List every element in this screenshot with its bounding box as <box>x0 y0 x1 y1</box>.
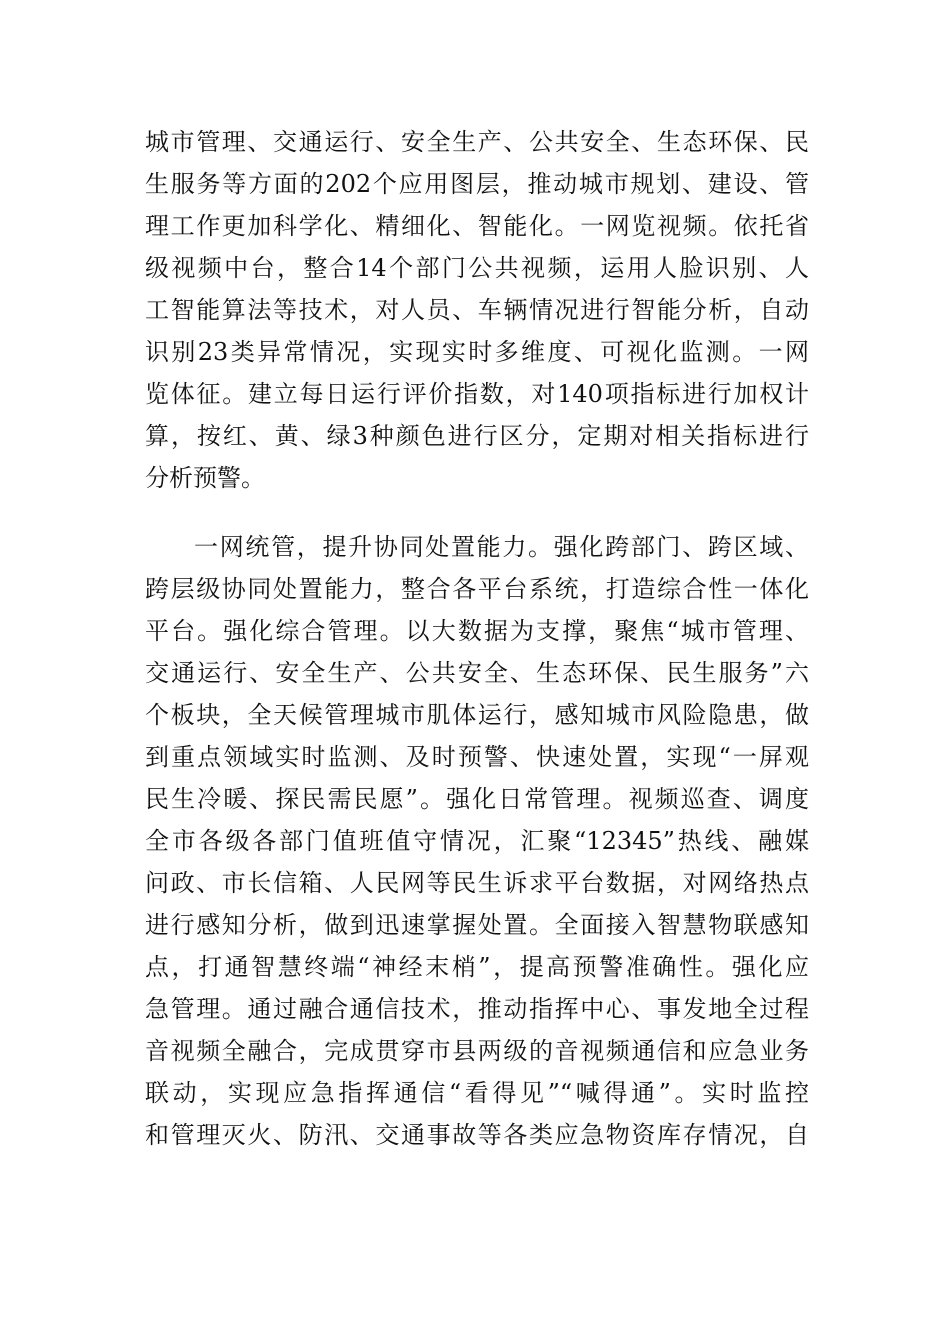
text-line: 点，打通智慧终端“神经末梢”，提高预警准确性。强化应 <box>145 953 809 981</box>
text-line: 识别23类异常情况，实现实时多维度、可视化监测。一网 <box>145 338 809 366</box>
text-line: 理工作更加科学化、精细化、智能化。一网览视频。依托省 <box>145 212 809 240</box>
text-line: 生服务等方面的202个应用图层，推动城市规划、建设、管 <box>145 170 809 198</box>
text-line: 到重点领域实时监测、及时预警、快速处置，实现“一屏观 <box>145 743 809 771</box>
text-line: 和管理灭火、防汛、交通事故等各类应急物资库存情况，自 <box>145 1121 809 1149</box>
text-line: 城市管理、交通运行、安全生产、公共安全、生态环保、民 <box>145 128 809 156</box>
text-line: 问政、市长信箱、人民网等民生诉求平台数据，对网络热点 <box>145 869 809 897</box>
text-line: 进行感知分析，做到迅速掌握处置。全面接入智慧物联感知 <box>145 911 809 939</box>
text-line: 工智能算法等技术，对人员、车辆情况进行智能分析，自动 <box>145 296 809 324</box>
text-line: 跨层级协同处置能力，整合各平台系统，打造综合性一体化 <box>145 575 809 603</box>
text-line: 民生冷暖、探民需民愿”。强化日常管理。视频巡查、调度 <box>145 785 809 813</box>
text-line: 全市各级各部门值班值守情况，汇聚“12345”热线、融媒 <box>145 827 809 855</box>
text-line: 交通运行、安全生产、公共安全、生态环保、民生服务”六 <box>145 659 809 687</box>
text-line: 算，按红、黄、绿3种颜色进行区分，定期对相关指标进行 <box>145 422 809 450</box>
text-line: 分析预警。 <box>145 464 265 492</box>
text-line: 音视频全融合，完成贯穿市县两级的音视频通信和应急业务 <box>145 1037 809 1065</box>
text-line: 个板块，全天候管理城市肌体运行，感知城市风险隐患，做 <box>145 701 809 729</box>
text-line: 平台。强化综合管理。以大数据为支撑，聚焦“城市管理、 <box>145 617 809 645</box>
text-line: 一网统管，提升协同处置能力。强化跨部门、跨区域、 <box>194 533 809 561</box>
text-line: 急管理。通过融合通信技术，推动指挥中心、事发地全过程 <box>145 995 809 1023</box>
text-line: 级视频中台，整合14个部门公共视频，运用人脸识别、人 <box>145 254 809 282</box>
text-line: 览体征。建立每日运行评价指数，对140项指标进行加权计 <box>145 380 809 408</box>
text-line: 联动，实现应急指挥通信“看得见”“喊得通”。实时监控 <box>145 1079 809 1107</box>
